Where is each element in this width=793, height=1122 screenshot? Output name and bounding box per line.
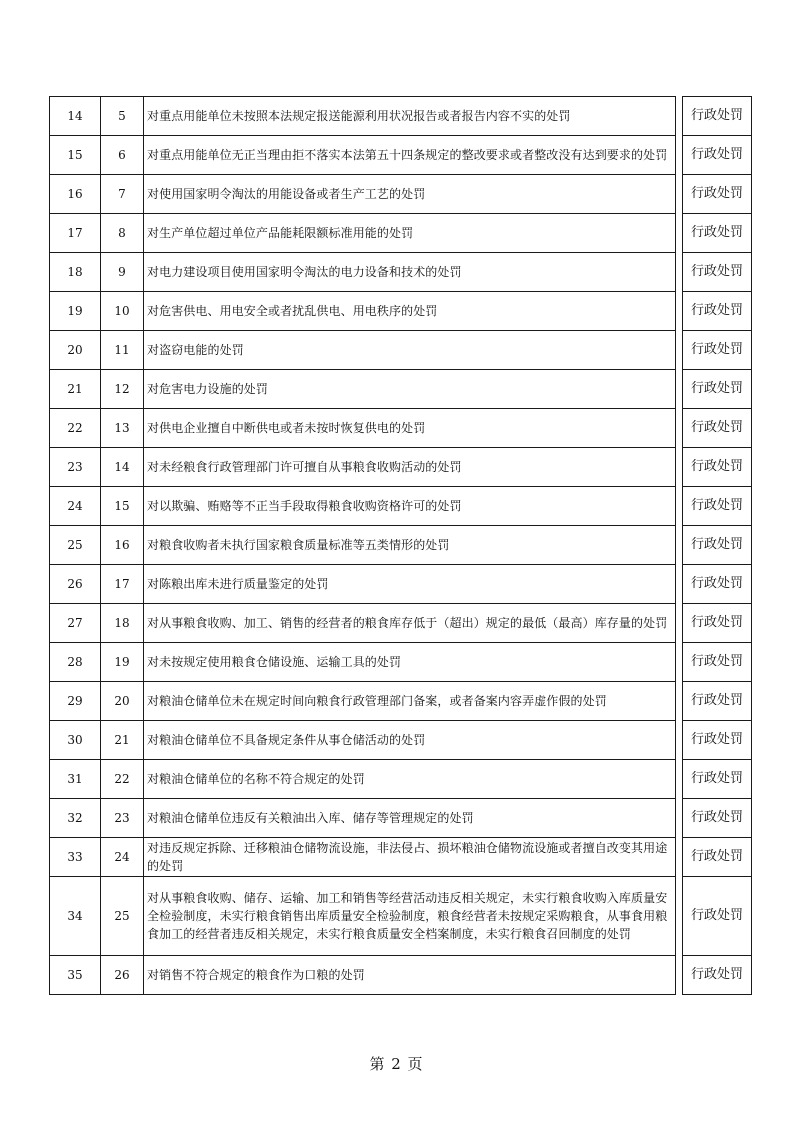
spacer-cell bbox=[676, 214, 683, 253]
item-name-cell: 对未按规定使用粮食仓储设施、运输工具的处罚 bbox=[144, 643, 676, 682]
power-type-cell: 行政处罚 bbox=[683, 136, 752, 175]
item-number-cell: 7 bbox=[101, 175, 144, 214]
table-row bbox=[50, 838, 752, 877]
table-row bbox=[50, 643, 752, 682]
spacer-cell bbox=[676, 838, 683, 877]
item-name-cell: 对危害供电、用电安全或者扰乱供电、用电秩序的处罚 bbox=[144, 292, 676, 331]
power-type-cell: 行政处罚 bbox=[683, 214, 752, 253]
penalty-items-table bbox=[49, 96, 752, 995]
power-type-cell: 行政处罚 bbox=[683, 799, 752, 838]
item-name-cell: 对生产单位超过单位产品能耗限额标准用能的处罚 bbox=[144, 214, 676, 253]
spacer-cell bbox=[676, 370, 683, 409]
power-type-cell: 行政处罚 bbox=[683, 526, 752, 565]
power-type-cell: 行政处罚 bbox=[683, 487, 752, 526]
seq-number-cell: 22 bbox=[50, 409, 101, 448]
item-number-cell: 13 bbox=[101, 409, 144, 448]
item-name-cell: 对未经粮食行政管理部门许可擅自从事粮食收购活动的处罚 bbox=[144, 448, 676, 487]
item-name-cell: 对粮油仓储单位不具备规定条件从事仓储活动的处罚 bbox=[144, 721, 676, 760]
item-number-cell: 26 bbox=[101, 956, 144, 995]
spacer-cell bbox=[676, 331, 683, 370]
seq-number-cell: 31 bbox=[50, 760, 101, 799]
item-number-cell: 15 bbox=[101, 487, 144, 526]
page-number: 第 2 页 bbox=[369, 1055, 424, 1073]
seq-number-cell: 34 bbox=[50, 877, 101, 956]
seq-number-cell: 15 bbox=[50, 136, 101, 175]
item-number-cell: 21 bbox=[101, 721, 144, 760]
item-number-cell: 12 bbox=[101, 370, 144, 409]
spacer-cell bbox=[676, 877, 683, 956]
seq-number-cell: 14 bbox=[50, 97, 101, 136]
seq-number-cell: 33 bbox=[50, 838, 101, 877]
item-name-cell: 对盗窃电能的处罚 bbox=[144, 331, 676, 370]
power-type-cell: 行政处罚 bbox=[683, 643, 752, 682]
seq-number-cell: 29 bbox=[50, 682, 101, 721]
item-number-cell: 16 bbox=[101, 526, 144, 565]
seq-number-cell: 23 bbox=[50, 448, 101, 487]
power-type-cell: 行政处罚 bbox=[683, 721, 752, 760]
power-type-cell: 行政处罚 bbox=[683, 956, 752, 995]
table-row bbox=[50, 331, 752, 370]
item-name-cell: 对从事粮食收购、储存、运输、加工和销售等经营活动违反相关规定，未实行粮食收购入库质量安全检验制度，未实行粮食销售出库质量安全检验制度，粮食经营者未按规定采购粮食，从事食用粮食加工的经营者违反相关规定，未实行粮食质量安全档案制度，未实行粮食召回制度的处罚 bbox=[144, 877, 676, 956]
spacer-cell bbox=[676, 565, 683, 604]
table-row bbox=[50, 721, 752, 760]
item-name-cell: 对供电企业擅自中断供电或者未按时恢复供电的处罚 bbox=[144, 409, 676, 448]
item-name-cell: 对重点用能单位未按照本法规定报送能源利用状况报告或者报告内容不实的处罚 bbox=[144, 97, 676, 136]
seq-number-cell: 28 bbox=[50, 643, 101, 682]
item-number-cell: 14 bbox=[101, 448, 144, 487]
item-name-cell: 对粮油仓储单位未在规定时间向粮食行政管理部门备案，或者备案内容弄虚作假的处罚 bbox=[144, 682, 676, 721]
seq-number-cell: 25 bbox=[50, 526, 101, 565]
seq-number-cell: 19 bbox=[50, 292, 101, 331]
table-row bbox=[50, 487, 752, 526]
spacer-cell bbox=[676, 253, 683, 292]
item-name-cell: 对电力建设项目使用国家明令淘汰的电力设备和技术的处罚 bbox=[144, 253, 676, 292]
table-row bbox=[50, 370, 752, 409]
seq-number-cell: 32 bbox=[50, 799, 101, 838]
item-name-cell: 对粮油仓储单位违反有关粮油出入库、储存等管理规定的处罚 bbox=[144, 799, 676, 838]
table-row bbox=[50, 799, 752, 838]
item-number-cell: 19 bbox=[101, 643, 144, 682]
power-type-cell: 行政处罚 bbox=[683, 331, 752, 370]
item-number-cell: 8 bbox=[101, 214, 144, 253]
power-type-cell: 行政处罚 bbox=[683, 682, 752, 721]
item-number-cell: 10 bbox=[101, 292, 144, 331]
item-number-cell: 18 bbox=[101, 604, 144, 643]
power-type-cell: 行政处罚 bbox=[683, 838, 752, 877]
table-row bbox=[50, 682, 752, 721]
seq-number-cell: 24 bbox=[50, 487, 101, 526]
power-type-cell: 行政处罚 bbox=[683, 604, 752, 643]
spacer-cell bbox=[676, 760, 683, 799]
item-number-cell: 17 bbox=[101, 565, 144, 604]
item-name-cell: 对危害电力设施的处罚 bbox=[144, 370, 676, 409]
seq-number-cell: 27 bbox=[50, 604, 101, 643]
item-number-cell: 9 bbox=[101, 253, 144, 292]
table-row bbox=[50, 175, 752, 214]
item-name-cell: 对粮油仓储单位的名称不符合规定的处罚 bbox=[144, 760, 676, 799]
item-name-cell: 对以欺骗、贿赂等不正当手段取得粮食收购资格许可的处罚 bbox=[144, 487, 676, 526]
spacer-cell bbox=[676, 292, 683, 331]
spacer-cell bbox=[676, 526, 683, 565]
item-name-cell: 对粮食收购者未执行国家粮食质量标准等五类情形的处罚 bbox=[144, 526, 676, 565]
power-type-cell: 行政处罚 bbox=[683, 409, 752, 448]
power-type-cell: 行政处罚 bbox=[683, 877, 752, 956]
seq-number-cell: 20 bbox=[50, 331, 101, 370]
item-number-cell: 25 bbox=[101, 877, 144, 956]
power-type-cell: 行政处罚 bbox=[683, 448, 752, 487]
item-name-cell: 对陈粮出库未进行质量鉴定的处罚 bbox=[144, 565, 676, 604]
spacer-cell bbox=[676, 956, 683, 995]
seq-number-cell: 26 bbox=[50, 565, 101, 604]
seq-number-cell: 35 bbox=[50, 956, 101, 995]
spacer-cell bbox=[676, 136, 683, 175]
item-number-cell: 23 bbox=[101, 799, 144, 838]
table-row bbox=[50, 253, 752, 292]
spacer-cell bbox=[676, 448, 683, 487]
spacer-cell bbox=[676, 175, 683, 214]
table-row bbox=[50, 526, 752, 565]
seq-number-cell: 21 bbox=[50, 370, 101, 409]
item-name-cell: 对违反规定拆除、迁移粮油仓储物流设施，非法侵占、损坏粮油仓储物流设施或者擅自改变其用途的处罚 bbox=[144, 838, 676, 877]
table-row bbox=[50, 604, 752, 643]
seq-number-cell: 30 bbox=[50, 721, 101, 760]
spacer-cell bbox=[676, 643, 683, 682]
item-number-cell: 24 bbox=[101, 838, 144, 877]
spacer-cell bbox=[676, 487, 683, 526]
spacer-cell bbox=[676, 721, 683, 760]
table-row bbox=[50, 448, 752, 487]
seq-number-cell: 18 bbox=[50, 253, 101, 292]
table-row bbox=[50, 409, 752, 448]
spacer-cell bbox=[676, 97, 683, 136]
table-row bbox=[50, 565, 752, 604]
power-type-cell: 行政处罚 bbox=[683, 97, 752, 136]
power-type-cell: 行政处罚 bbox=[683, 175, 752, 214]
spacer-cell bbox=[676, 799, 683, 838]
table-row bbox=[50, 292, 752, 331]
spacer-cell bbox=[676, 409, 683, 448]
item-number-cell: 5 bbox=[101, 97, 144, 136]
power-type-cell: 行政处罚 bbox=[683, 253, 752, 292]
table-row bbox=[50, 214, 752, 253]
item-name-cell: 对从事粮食收购、加工、销售的经营者的粮食库存低于（超出）规定的最低（最高）库存量的处罚 bbox=[144, 604, 676, 643]
power-type-cell: 行政处罚 bbox=[683, 292, 752, 331]
item-number-cell: 22 bbox=[101, 760, 144, 799]
item-name-cell: 对重点用能单位无正当理由拒不落实本法第五十四条规定的整改要求或者整改没有达到要求的处罚 bbox=[144, 136, 676, 175]
power-type-cell: 行政处罚 bbox=[683, 370, 752, 409]
item-name-cell: 对销售不符合规定的粮食作为口粮的处罚 bbox=[144, 956, 676, 995]
seq-number-cell: 16 bbox=[50, 175, 101, 214]
table-row bbox=[50, 760, 752, 799]
seq-number-cell: 17 bbox=[50, 214, 101, 253]
table-row bbox=[50, 136, 752, 175]
item-number-cell: 20 bbox=[101, 682, 144, 721]
spacer-cell bbox=[676, 604, 683, 643]
table-row bbox=[50, 877, 752, 956]
table-row bbox=[50, 956, 752, 995]
power-type-cell: 行政处罚 bbox=[683, 760, 752, 799]
item-number-cell: 6 bbox=[101, 136, 144, 175]
item-name-cell: 对使用国家明令淘汰的用能设备或者生产工艺的处罚 bbox=[144, 175, 676, 214]
item-number-cell: 11 bbox=[101, 331, 144, 370]
power-type-cell: 行政处罚 bbox=[683, 565, 752, 604]
spacer-cell bbox=[676, 682, 683, 721]
table-row bbox=[50, 97, 752, 136]
table-body bbox=[50, 97, 752, 995]
